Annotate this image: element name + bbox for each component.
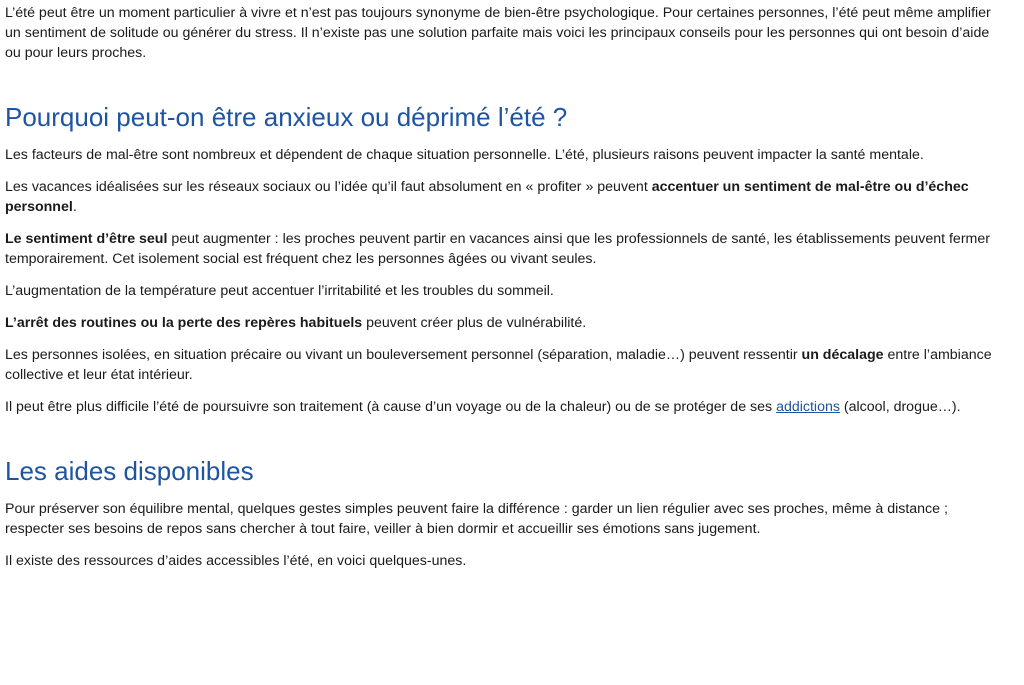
paragraph-text: Les personnes isolées, en situation précaire ou vivant un bouleversement personnel (séparation, maladie…) peuvent ressentir <box>5 347 802 363</box>
paragraph-isolated-people <box>5 345 996 385</box>
intro-paragraph: L’été peut être un moment particulier à vivre et n’est pas toujours synonyme de bien-être psychologique. Pour certaines personnes, l’été peut même amplifier un sentiment de solitude ou générer du stress. Il n’existe pas une solution parfaite mais voici les principaux conseils pour les personnes qui ont besoin d’aide ou pour leurs proches. <box>5 5 991 61</box>
paragraph-loneliness <box>5 229 996 269</box>
paragraph-treatment <box>5 397 996 417</box>
section-heading-help: Les aides disponibles <box>5 456 254 486</box>
paragraph-text: Il peut être plus difficile l’été de poursuivre son traitement (à cause d’un voyage ou de la chaleur) ou de se protéger de ses <box>5 399 777 415</box>
paragraph-idealized-vacations <box>5 177 996 217</box>
paragraph-factors: Les facteurs de mal-être sont nombreux et dépendent de chaque situation personnelle. L’été, plusieurs raisons peuvent impacter la santé mentale. <box>5 147 924 163</box>
paragraph-text: peuvent créer plus de vulnérabilité. <box>362 315 587 331</box>
paragraph-text: (alcool, drogue…). <box>839 399 961 415</box>
paragraph-text: entre l’ambiance collective et leur état intérieur. <box>5 347 992 383</box>
section-heading-anxiety: Pourquoi peut-on être anxieux ou déprimé l’été ? <box>5 102 568 132</box>
paragraph-text: peut augmenter : les proches peuvent partir en vacances ainsi que les professionnels de santé, les établissements peuvent fermer temporairement. Cet isolement social est fréquent chez les personnes âgées ou vivant seules. <box>5 231 990 267</box>
emphasis-text: L’arrêt des routines ou la perte des repères habituels <box>5 315 363 331</box>
emphasis-text: accentuer un sentiment de mal-être ou d’échec personnel <box>5 179 969 215</box>
paragraph-mental-balance: Pour préserver son équilibre mental, quelques gestes simples peuvent faire la différence : garder un lien régulier avec ses proches, même à distance ; respecter ses besoins de repos sans chercher à tout faire, veiller à bien dormir et accueillir ses émotions sans jugement. <box>5 501 948 537</box>
paragraph-temperature: L’augmentation de la température peut accentuer l’irritabilité et les troubles du sommeil. <box>5 283 554 299</box>
paragraph-routines <box>5 313 996 333</box>
emphasis-text: un décalage <box>801 347 884 363</box>
paragraph-resources: Il existe des ressources d’aides accessibles l’été, en voici quelques-unes. <box>5 553 467 569</box>
paragraph-text: . <box>72 199 77 215</box>
addictions-link[interactable]: addictions <box>776 399 840 415</box>
emphasis-text: Le sentiment d’être seul <box>5 231 168 247</box>
paragraph-text: Les vacances idéalisées sur les réseaux sociaux ou l’idée qu’il faut absolument en « profiter » peuvent <box>5 179 652 195</box>
